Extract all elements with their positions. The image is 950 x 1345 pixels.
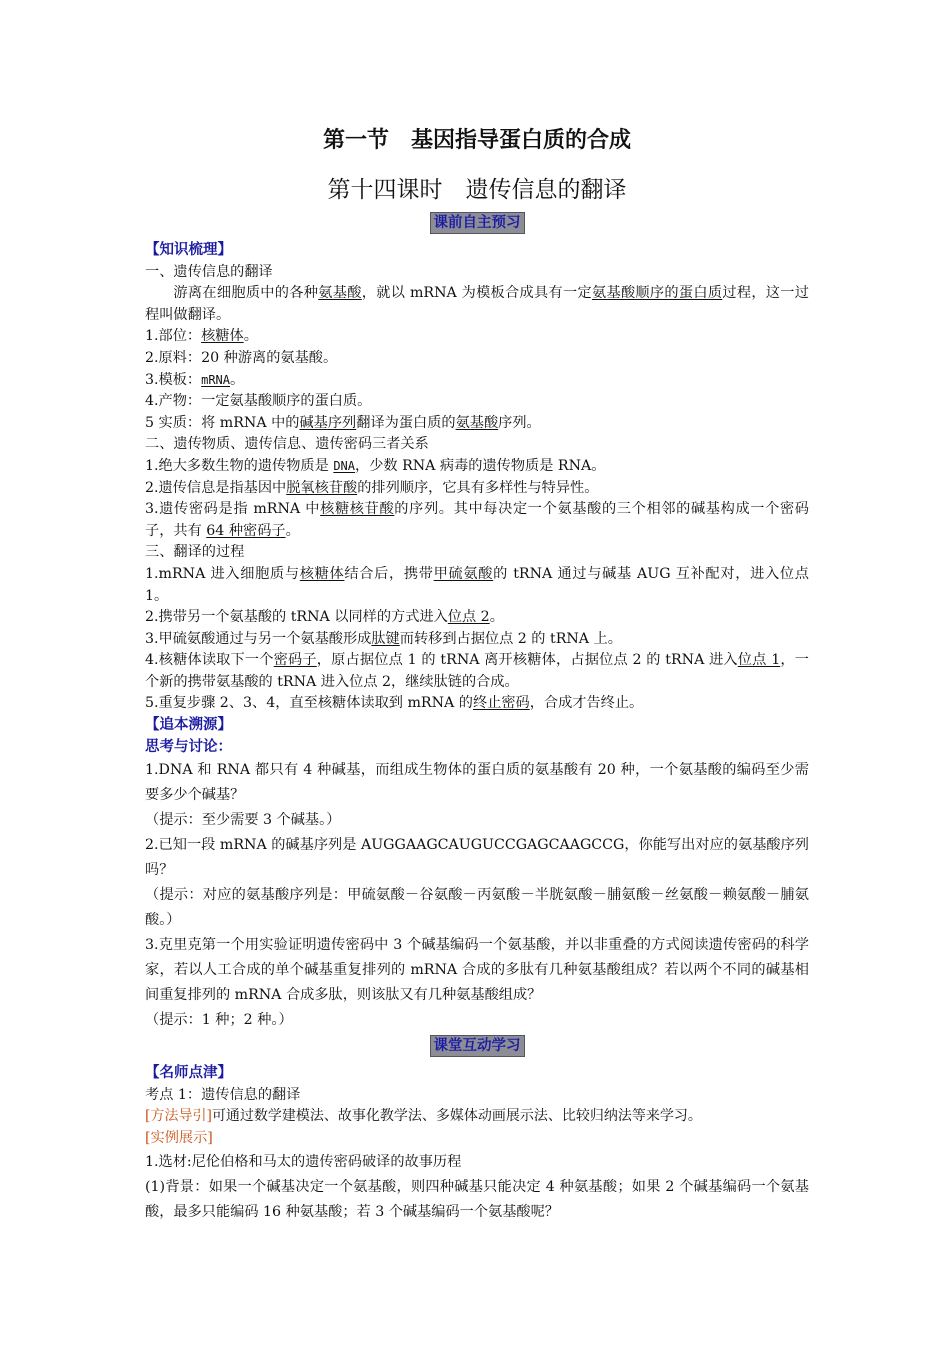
text-span: 1.绝大多数生物的遗传物质是 xyxy=(145,457,334,474)
text-span: 。 xyxy=(285,522,300,539)
class-banner: 课堂互动学习 xyxy=(430,1035,525,1057)
answer-blank: 肽键 xyxy=(371,630,400,647)
answer-blank: DNA xyxy=(333,458,355,473)
text-span: 5 实质：将 mRNA 中的 xyxy=(145,414,300,431)
answer-blank: 氨基酸 xyxy=(455,414,499,431)
item-essence xyxy=(145,413,809,435)
text-span: 5.重复步骤 2、3、4，直至核糖体读取到 mRNA 的 xyxy=(145,695,473,712)
knowledge-heading: 【知识梳理】 xyxy=(145,242,232,258)
answer-blank: 氨基酸顺序的蛋白质 xyxy=(591,285,723,302)
example-1: 1.选材:尼伦伯格和马太的遗传密码破译的故事历程 xyxy=(145,1153,462,1170)
item-product: 4.产物：一定氨基酸顺序的蛋白质。 xyxy=(145,393,372,410)
lesson-title: 第十四课时 遗传信息的翻译 xyxy=(327,177,627,203)
answer-blank: mRNA xyxy=(201,372,231,387)
text-span: ，就以 mRNA 为模板合成具有一定 xyxy=(361,285,592,302)
text-span: 。 xyxy=(243,328,258,345)
hint-1: （提示：至少需要 3 个碱基。） xyxy=(145,812,341,829)
question-2: 2.已知一段 mRNA 的碱基序列是 AUGGAAGCAUGUCCGAGCAAGCCG，你能写出对应的氨基酸序列吗？ xyxy=(145,837,809,879)
text-span: 3.遗传密码是指 mRNA 中 xyxy=(145,501,321,518)
item-material: 2.原料：20 种游离的氨基酸。 xyxy=(145,349,338,366)
text-span: ，原占据位点 1 的 tRNA 离开核糖体，占据位点 2 的 tRNA 进入 xyxy=(316,652,738,669)
text-span: 3.甲硫氨酸通过与另一个氨基酸形成 xyxy=(145,630,372,647)
text-span: 翻译为蛋白质的 xyxy=(356,414,456,431)
method-tag: [方法导引] xyxy=(145,1108,212,1125)
section-title: 第一节 基因指导蛋白质的合成 xyxy=(322,128,631,153)
text-span: 游离在细胞质中的各种 xyxy=(173,285,319,302)
answer-blank: 位点 1 xyxy=(737,652,781,669)
item-template xyxy=(145,370,809,392)
text-span: 的序列。其中每决定一个氨基酸的三个相邻的碱基构成一个密码子，共有 xyxy=(145,501,809,539)
teacher-heading: 【名师点津】 xyxy=(145,1065,232,1082)
answer-blank: 终止密码 xyxy=(472,695,530,712)
text-span: 序列。 xyxy=(498,414,541,431)
step-1 xyxy=(145,564,809,607)
question-3: 3.克里克第一个用实验证明遗传密码中 3 个碱基编码一个氨基酸，并以非重叠的方式阅读遗传密码的科学家，若以人工合成的单个碱基重复排列的 mRNA 合成的多肽有几种氨基酸组成？若以两个不同的碱基相间重复排列的 mRNA 合成多肽，则该肽又有几种氨基酸组成？ xyxy=(145,937,809,1004)
answer-blank: 64 种密码子 xyxy=(206,522,286,539)
hint-3: （提示：1 种；2 种。） xyxy=(145,1012,293,1029)
text-span: ，少数 RNA 病毒的遗传物质是 RNA。 xyxy=(355,457,606,474)
part1-heading: 一、遗传信息的翻译 xyxy=(145,263,273,280)
text-span: 的 tRNA 通过与碱基 AUG 互补配对，进入位点 1。 xyxy=(145,565,809,604)
preview-banner: 课前自主预习 xyxy=(430,212,525,234)
answer-blank: 位点 2 xyxy=(447,609,490,626)
text-span: ，一个新的携带氨基酸的 tRNA 进入位点 2，继续肽链的合成。 xyxy=(145,652,809,690)
text-span: 2.携带另一个氨基酸的 tRNA 以同样的方式进入 xyxy=(145,609,448,626)
answer-blank: 脱氧核苷酸 xyxy=(286,479,358,496)
item-genetic-info xyxy=(145,478,809,500)
answer-blank: 密码子 xyxy=(273,652,317,669)
text-span: 1.部位： xyxy=(145,328,202,345)
text-span: 结合后，携带 xyxy=(344,565,434,582)
banner-row xyxy=(145,1035,809,1059)
step-3 xyxy=(145,629,809,651)
item-genetic-code xyxy=(145,499,809,542)
banner-row xyxy=(145,212,809,236)
example-tag xyxy=(145,1128,809,1150)
method-guide xyxy=(145,1106,809,1128)
answer-blank: 碱基序列 xyxy=(299,414,357,431)
text-span: 1.mRNA 进入细胞质与 xyxy=(145,565,300,582)
text-span: 而转移到占据位点 2 的 tRNA 上。 xyxy=(399,630,622,647)
step-2 xyxy=(145,607,809,629)
text-span: 。 xyxy=(230,371,245,388)
text-span: 2.遗传信息是指基因中 xyxy=(145,479,287,496)
answer-blank: 甲硫氨酸 xyxy=(433,565,494,582)
hint-2: （提示：对应的氨基酸序列是：甲硫氨酸－谷氨酸－丙氨酸－半胱氨酸－脯氨酸－丝氨酸－赖氨酸－脯氨酸。） xyxy=(145,887,809,929)
part3-heading: 三、翻译的过程 xyxy=(145,544,245,561)
item-genetic-material xyxy=(145,456,809,478)
item-location xyxy=(145,326,809,348)
discussion-heading: 思考与讨论： xyxy=(145,738,232,755)
trace-heading: 【追本溯源】 xyxy=(145,717,232,734)
text-span: [实例展示] xyxy=(145,1130,213,1147)
text-span: ，合成才告终止。 xyxy=(529,695,644,712)
text-span: 。 xyxy=(489,609,504,626)
text-span: 可通过数学建模法、故事化教学法、多媒体动画展示法、比较归纳法等来学习。 xyxy=(211,1108,702,1125)
text-span: 的排列顺序，它具有多样性与特异性。 xyxy=(357,479,599,496)
document-page xyxy=(145,124,809,1225)
text-span: 4.核糖体读取下一个 xyxy=(145,652,274,669)
text-span: 3.模板： xyxy=(145,371,202,388)
part2-heading: 二、遗传物质、遗传信息、遗传密码三者关系 xyxy=(145,436,429,453)
step-4 xyxy=(145,650,809,693)
key-point-1: 考点 1：遗传信息的翻译 xyxy=(145,1086,301,1103)
answer-blank: 核糖体 xyxy=(299,565,345,582)
question-1: 1.DNA 和 RNA 都只有 4 种碱基，而组成生物体的蛋白质的氨基酸有 20 种，一个氨基酸的编码至少需要多少个碱基？ xyxy=(145,762,809,804)
answer-blank: 核糖体 xyxy=(201,328,244,345)
text-span: 过程，这一过程叫做翻译。 xyxy=(145,285,809,323)
step-5 xyxy=(145,693,809,715)
answer-blank: 氨基酸 xyxy=(318,285,362,302)
answer-blank: 核糖核苷酸 xyxy=(320,501,395,518)
example-background: (1)背景：如果一个碱基决定一个氨基酸，则四种碱基只能决定 4 种氨基酸；如果 2 个碱基编码一个氨基酸，最多只能编码 16 种氨基酸；若 3 个碱基编码一个氨基酸呢？ xyxy=(145,1178,809,1220)
translation-definition xyxy=(145,283,809,326)
